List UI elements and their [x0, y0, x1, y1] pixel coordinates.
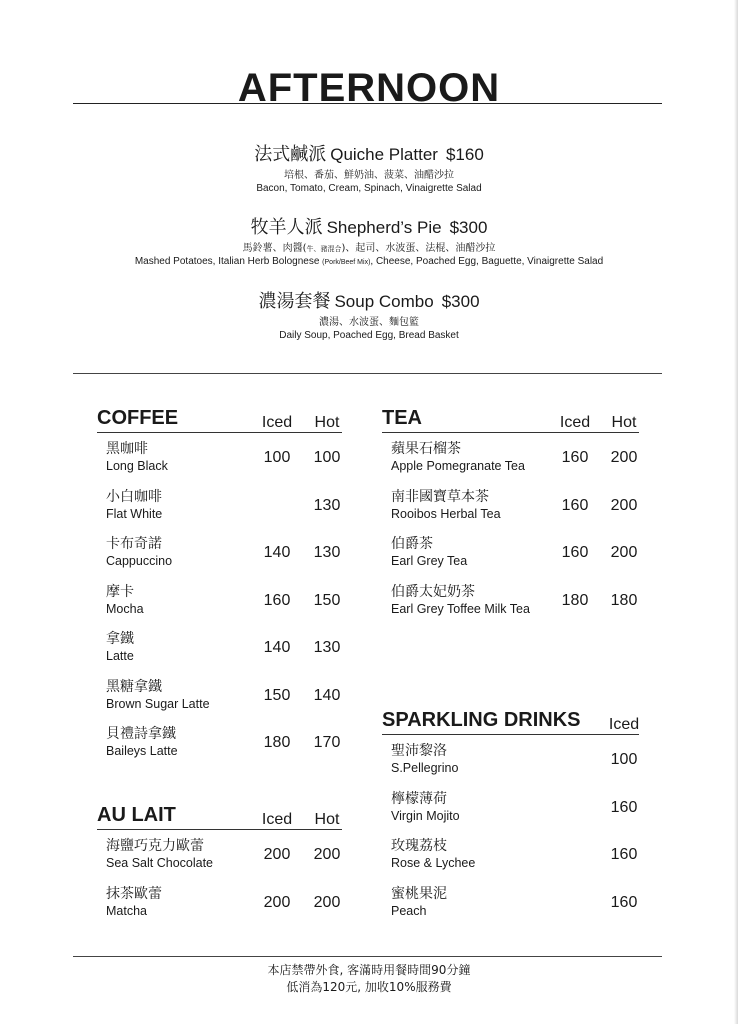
- tea-section: [382, 402, 639, 623]
- feature-price: $300: [441, 292, 480, 311]
- footer-line: 低消為120元, 加收10%服務費: [286, 980, 452, 994]
- feature-name-en: Shepherd’s Pie: [326, 218, 442, 237]
- price-hot: 200: [610, 449, 638, 466]
- item-name-zh: 海鹽巧克力歐蕾: [106, 838, 204, 854]
- item-name-en: Brown Sugar Latte: [106, 696, 210, 711]
- item-name-zh: 伯爵茶: [391, 536, 433, 552]
- feature-desc-zh: 培根、番茄、鮮奶油、菠菜、油醋沙拉: [284, 170, 454, 181]
- price-iced: 180: [561, 591, 589, 609]
- feature-soup-combo: [0, 291, 738, 342]
- menu-item: [97, 830, 342, 878]
- item-name-zh: 蘋果石榴茶: [391, 441, 461, 457]
- menu-item: [382, 783, 639, 831]
- item-name-en: Mocha: [106, 601, 144, 616]
- title-divider: [73, 103, 662, 104]
- page-title: AFTERNOON: [237, 66, 501, 110]
- menu-item: [97, 671, 342, 719]
- item-name-zh: 摩卡: [106, 583, 134, 600]
- price-hot: 100: [313, 449, 341, 466]
- feature-desc-zh-part: 馬鈴薯、肉醬(: [242, 243, 307, 254]
- footer-line: 本店禁帶外食, 客滿時用餐時間90分鐘: [267, 963, 471, 977]
- price-hot: 130: [313, 639, 341, 656]
- feature-name-zh: 濃湯套餐: [258, 291, 331, 312]
- footer-divider: [73, 956, 662, 957]
- col-header-iced: Iced: [608, 716, 640, 733]
- price-iced: 160: [610, 846, 638, 863]
- price-hot: 200: [610, 544, 638, 561]
- price-iced: 140: [263, 544, 291, 561]
- menu-item: [97, 623, 342, 671]
- feature-name-zh: 牧羊人派: [250, 217, 323, 238]
- price-iced: 100: [610, 751, 638, 768]
- item-name-en: Rose & Lychee: [391, 856, 476, 870]
- price-hot: 200: [313, 846, 341, 863]
- price-iced: 160: [561, 544, 589, 561]
- price-hot: 170: [313, 734, 341, 751]
- section-header: [382, 402, 639, 433]
- sparkling-section: [382, 704, 639, 925]
- price-iced: 150: [263, 686, 291, 704]
- menu-item: [382, 830, 639, 878]
- feature-name-zh: 法式鹹派: [254, 144, 327, 165]
- feature-name: [0, 291, 738, 313]
- price-hot: 150: [313, 591, 341, 609]
- menu-item: [382, 576, 639, 624]
- section-title: TEA: [382, 407, 422, 429]
- item-name-en: Cappuccino: [106, 554, 173, 568]
- price-hot: 140: [313, 686, 341, 704]
- item-name-en: Latte: [106, 649, 134, 663]
- price-iced: 160: [561, 449, 589, 466]
- price-iced: 200: [263, 893, 291, 911]
- item-name-zh: 卡布奇諾: [106, 536, 162, 552]
- footer-notice: [0, 962, 738, 996]
- feature-desc-en-note: (Pork/Beef Mix): [322, 259, 371, 266]
- menu-item: [97, 576, 342, 624]
- item-name-zh: 南非國寶草本茶: [391, 488, 489, 505]
- item-name-zh: 蜜桃果泥: [391, 885, 447, 902]
- section-title: COFFEE: [97, 407, 179, 429]
- item-name-zh: 抹茶歐蕾: [106, 885, 162, 902]
- item-name-en: Baileys Latte: [106, 744, 178, 758]
- price-iced: 140: [263, 639, 291, 656]
- section-title: AU LAIT: [97, 804, 176, 826]
- price-hot: 180: [610, 591, 638, 609]
- item-name-zh: 檸檬薄荷: [391, 790, 447, 807]
- item-name-en: Virgin Mojito: [391, 808, 460, 823]
- feature-price: $160: [445, 145, 484, 164]
- feature-desc-en-part: Mashed Potatoes, Italian Herb Bolognese: [134, 256, 323, 267]
- item-name-zh: 黑糖拿鐵: [106, 678, 162, 695]
- col-header-hot: Hot: [611, 414, 637, 431]
- col-header-iced: Iced: [559, 414, 591, 431]
- item-name-zh: 黑咖啡: [106, 441, 148, 457]
- section-header: [97, 799, 342, 830]
- item-name-zh: 貝禮詩拿鐵: [106, 726, 176, 742]
- item-name-zh: 聖沛黎洛: [391, 743, 447, 759]
- item-name-en: Peach: [391, 903, 427, 918]
- price-iced: 160: [610, 798, 638, 816]
- feature-name: [0, 144, 738, 166]
- section-title: SPARKLING DRINKS: [382, 709, 581, 731]
- item-name-en: Long Black: [106, 459, 168, 473]
- feature-price: $300: [449, 218, 488, 237]
- feature-desc-zh: 濃湯、水波蛋、麵包籃: [319, 317, 419, 328]
- item-name-zh: 伯爵太妃奶茶: [391, 583, 475, 600]
- feature-desc-en: Daily Soup, Poached Egg, Bread Basket: [279, 330, 459, 341]
- feature-desc-zh-part: )、起司、水波蛋、法棍、油醋沙拉: [341, 243, 496, 254]
- section-header: [382, 704, 639, 735]
- item-name-en: Sea Salt Chocolate: [106, 856, 214, 870]
- price-iced: 160: [263, 591, 291, 609]
- col-header-iced: Iced: [261, 811, 293, 828]
- menu-item: [382, 735, 639, 783]
- coffee-section: [97, 402, 342, 766]
- col-header-hot: Hot: [314, 811, 340, 828]
- menu-item: [97, 528, 342, 576]
- price-iced: 180: [263, 734, 291, 751]
- price-iced: 160: [561, 496, 589, 514]
- features-divider: [73, 373, 662, 374]
- price-iced: 100: [263, 449, 291, 466]
- col-header-iced: Iced: [261, 414, 293, 431]
- item-name-en: Matcha: [106, 903, 147, 918]
- menu-item: [382, 878, 639, 926]
- item-name-en: Flat White: [106, 506, 163, 521]
- feature-quiche: [0, 144, 738, 195]
- feature-name-en: Soup Combo: [334, 292, 434, 311]
- price-hot: 200: [610, 496, 638, 514]
- item-name-en: Earl Grey Tea: [391, 554, 468, 568]
- feature-desc-zh: [0, 242, 738, 256]
- section-header: [97, 402, 342, 433]
- menu-item: [97, 481, 342, 529]
- price-iced: 200: [263, 846, 291, 863]
- price-hot: 130: [313, 496, 341, 514]
- aulait-section: [97, 799, 342, 925]
- menu-item: [97, 433, 342, 481]
- item-name-en: S.Pellegrino: [391, 761, 459, 775]
- menu-item: [382, 528, 639, 576]
- col-header-hot: Hot: [314, 414, 340, 431]
- price-hot: 200: [313, 893, 341, 911]
- item-name-en: Rooibos Herbal Tea: [391, 506, 501, 521]
- feature-shepherds-pie: [0, 217, 738, 269]
- menu-item: [382, 481, 639, 529]
- menu-item: [97, 718, 342, 766]
- menu-item: [97, 878, 342, 926]
- menu-item: [382, 433, 639, 481]
- feature-desc-en: [0, 256, 738, 269]
- feature-name-en: Quiche Platter: [330, 145, 438, 164]
- item-name-en: Apple Pomegranate Tea: [391, 459, 525, 473]
- feature-name: [0, 217, 738, 239]
- feature-desc-en-part: , Cheese, Poached Egg, Baguette, Vinaigrette Salad: [370, 256, 604, 267]
- item-name-zh: 玫瑰荔枝: [391, 838, 447, 854]
- price-hot: 130: [313, 544, 341, 561]
- price-iced: 160: [610, 893, 638, 911]
- feature-desc-zh-note: 牛、豬混合: [306, 245, 342, 253]
- feature-desc-en: Bacon, Tomato, Cream, Spinach, Vinaigrette Salad: [256, 183, 482, 194]
- item-name-en: Earl Grey Toffee Milk Tea: [391, 601, 530, 616]
- item-name-zh: 小白咖啡: [106, 488, 162, 505]
- item-name-zh: 拿鐵: [106, 631, 134, 647]
